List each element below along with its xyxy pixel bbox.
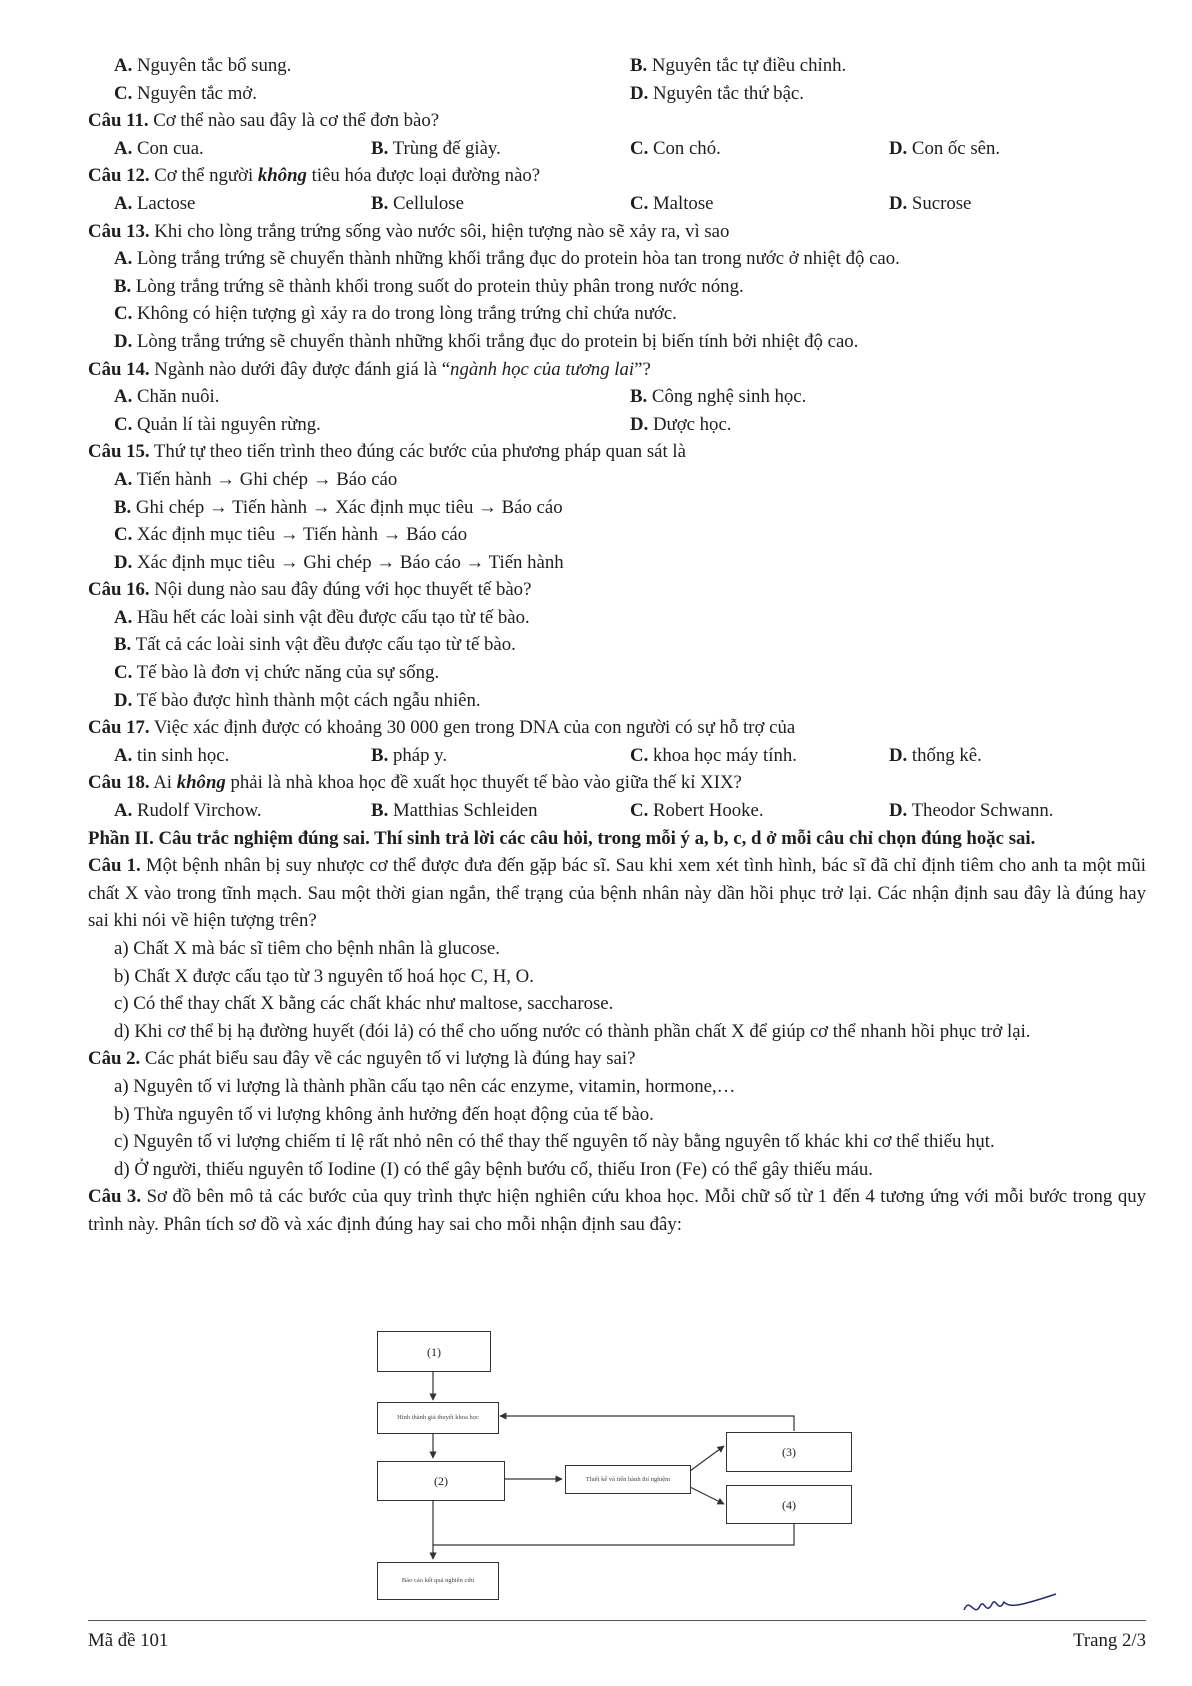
option: A. Hầu hết các loài sinh vật đều được cấu tạo từ tế bào.	[114, 606, 530, 628]
part2-question-1: Câu 1. Một bệnh nhân bị suy nhược cơ thể được đưa đến gặp bác sĩ. Sau khi xem xét tình hình, bác sĩ đã chỉ định tiêm cho anh ta một mũi chất X vào trong tĩnh mạch. Sau một thời gian ngắn, thể trạng của bệnh nhân này dần hồi phục trở lại. Các nhận định sau đây là đúng hay sai khi nói về hiện tượng trên?	[88, 855, 1146, 932]
option: C. Nguyên tắc mở.	[114, 82, 257, 104]
option: A. tin sinh học.	[114, 744, 230, 766]
option: B. Cellulose	[371, 192, 464, 214]
part2-question-2: Câu 2. Các phát biểu sau đây về các nguyên tố vi lượng là đúng hay sai?	[88, 1048, 636, 1070]
option: C. Quản lí tài nguyên rừng.	[114, 413, 321, 435]
option: B. Lòng trắng trứng sẽ thành khối trong suốt do protein thủy phân trong nước nóng.	[114, 275, 744, 297]
option: C. Tế bào là đơn vị chức năng của sự sống.	[114, 662, 440, 684]
q12-options	[88, 190, 1146, 218]
step-2-box: (2)	[377, 1461, 505, 1501]
exam-content	[88, 52, 1146, 1239]
option: A. Nguyên tắc bổ sung.	[114, 55, 292, 76]
exam-code: Mã đề 101	[88, 1630, 169, 1651]
option: D. Theodor Schwann.	[888, 800, 1054, 822]
option: D. Tế bào được hình thành một cách ngẫu nhiên.	[114, 689, 481, 711]
option: B. Matthias Schleiden	[371, 800, 538, 822]
option: B. Ghi chép → Tiến hành → Xác định mục tiêu → Báo cáo	[114, 496, 563, 518]
option: C. Không có hiện tượng gì xảy ra do trong lòng trắng trứng chỉ chứa nước.	[114, 303, 677, 325]
step-4-box: (4)	[726, 1485, 852, 1524]
question-13: Câu 13. Khi cho lòng trắng trứng sống vào nước sôi, hiện tượng nào sẽ xảy ra, vì sao	[88, 220, 730, 242]
q11-options	[88, 135, 1146, 163]
q14-options-row-2	[88, 411, 1146, 439]
option: C. Robert Hooke.	[630, 800, 764, 822]
question-15: Câu 15. Thứ tự theo tiến trình theo đúng các bước của phương pháp quan sát là	[88, 441, 686, 463]
arrow-4-to-report	[433, 1523, 794, 1559]
statement: c) Có thể thay chất X bằng các chất khác như maltose, saccharose.	[114, 993, 614, 1015]
statement: c) Nguyên tố vi lượng chiếm tỉ lệ rất nhỏ nên có thể thay thế nguyên tố này bằng nguyên tố khác khi cơ thể thiếu hụt.	[114, 1131, 995, 1153]
question-17: Câu 17. Việc xác định được có khoảng 30 000 gen trong DNA của con người có sự hỗ trợ của	[88, 717, 796, 739]
arrow-experiment-to-3	[690, 1446, 724, 1471]
part-2-heading: Phần II. Câu trắc nghiệm đúng sai. Thí sinh trả lời các câu hỏi, trong mỗi ý a, b, c, d ở mỗi câu chỉ chọn đúng hoặc sai.	[88, 827, 1036, 849]
part2-question-3: Câu 3. Sơ đồ bên mô tả các bước của quy trình thực hiện nghiên cứu khoa học. Mỗi chữ số từ 1 đến 4 tương ứng với mỗi bước trong quy trình này. Phân tích sơ đồ và xác định đúng hay sai cho mỗi nhận định sau đây:	[88, 1186, 1147, 1235]
option: A. Tiến hành → Ghi chép → Báo cáo	[114, 468, 398, 490]
arrow-experiment-to-4	[690, 1487, 724, 1504]
option: A. Rudolf Virchow.	[114, 800, 262, 822]
option: B. Trùng đế giày.	[371, 137, 501, 159]
statement: d) Khi cơ thể bị hạ đường huyết (đói lả) có thể cho uống nước có thành phần chất X để giúp cơ thể nhanh hồi phục trở lại.	[114, 1020, 1031, 1042]
q10-options-row-1	[88, 52, 1146, 80]
q17-options	[88, 742, 1146, 770]
option: B. Công nghệ sinh học.	[630, 386, 807, 408]
option: B. Tất cả các loài sinh vật đều được cấu tạo từ tế bào.	[114, 634, 516, 656]
q10-options-row-2	[88, 80, 1146, 108]
hypothesis-box: Hình thành giả thuyết khoa học	[377, 1402, 499, 1434]
question-11: Câu 11. Cơ thể nào sau đây là cơ thể đơn bào?	[88, 110, 440, 132]
question-16: Câu 16. Nội dung nào sau đây đúng với học thuyết tế bào?	[88, 579, 532, 601]
step-1-box: (1)	[377, 1331, 491, 1372]
option: D. Dược học.	[630, 413, 732, 435]
q18-options	[88, 797, 1146, 825]
option: A. Lactose	[114, 192, 196, 214]
q14-options-row-1	[88, 383, 1146, 411]
option: A. Lòng trắng trứng sẽ chuyển thành những khối trắng đục do protein hòa tan trong nước ở nhiệt độ cao.	[114, 248, 900, 270]
option: A. Con cua.	[114, 137, 204, 159]
statement: d) Ở người, thiếu nguyên tố Iodine (I) có thể gây bệnh bướu cổ, thiếu Iron (Fe) có thể gây thiếu máu.	[114, 1158, 873, 1180]
option: D. Lòng trắng trứng sẽ chuyển thành những khối trắng đục do protein bị biến tính bởi nhiệt độ cao.	[114, 330, 859, 352]
statement: a) Chất X mà bác sĩ tiêm cho bệnh nhân là glucose.	[114, 938, 500, 959]
report-box: Báo cáo kết quả nghiên cứu	[377, 1562, 499, 1600]
option: B. Nguyên tắc tự điều chỉnh.	[630, 55, 847, 76]
question-14: Câu 14. Ngành nào dưới đây được đánh giá là “ngành học của tương lai”?	[88, 358, 651, 380]
arrow-3-to-hypothesis	[500, 1416, 794, 1431]
option: C. khoa học máy tính.	[630, 744, 797, 766]
option: D. thống kê.	[888, 744, 982, 766]
option: C. Con chó.	[630, 137, 721, 159]
footer-divider	[88, 1620, 1146, 1621]
option: C. Xác định mục tiêu → Tiến hành → Báo cáo	[114, 524, 468, 546]
option: D. Sucrose	[888, 192, 972, 214]
page-number: Trang 2/3	[1073, 1630, 1146, 1651]
option: D. Con ốc sên.	[888, 137, 1001, 159]
option: D. Xác định mục tiêu → Ghi chép → Báo cáo → Tiến hành	[114, 551, 564, 573]
question-18: Câu 18. Ai không phải là nhà khoa học đề xuất học thuyết tế bào vào giữa thế kỉ XIX?	[88, 772, 742, 794]
signature-mark	[960, 1588, 1060, 1624]
option: B. pháp y.	[371, 744, 448, 766]
step-3-box: (3)	[726, 1432, 852, 1472]
option: A. Chăn nuôi.	[114, 386, 220, 408]
option: C. Maltose	[630, 192, 714, 214]
question-12: Câu 12. Cơ thể người không tiêu hóa được loại đường nào?	[88, 165, 541, 187]
experiment-box: Thiết kế và tiến hành thí nghiệm	[565, 1465, 691, 1494]
statement: b) Thừa nguyên tố vi lượng không ảnh hưởng đến hoạt động của tế bào.	[114, 1103, 654, 1125]
statement: b) Chất X được cấu tạo từ 3 nguyên tố hoá học C, H, O.	[114, 965, 534, 987]
statement: a) Nguyên tố vi lượng là thành phần cấu tạo nên các enzyme, vitamin, hormone,…	[114, 1075, 736, 1097]
option: D. Nguyên tắc thứ bậc.	[630, 82, 804, 104]
